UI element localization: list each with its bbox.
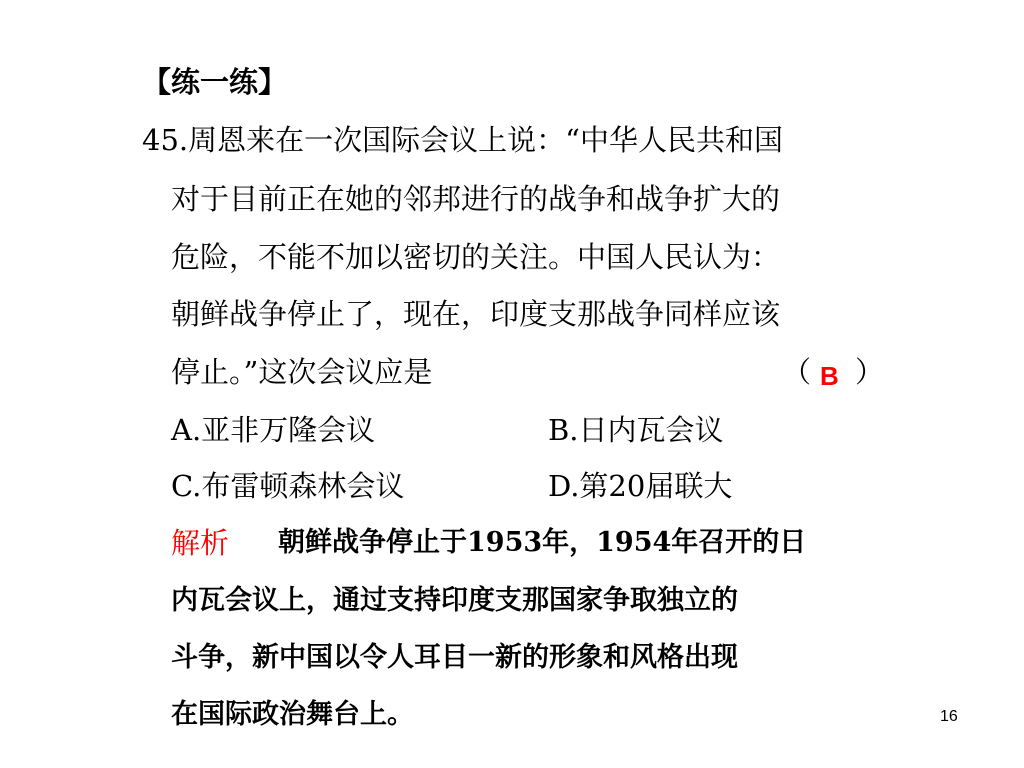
option-d: D.第20届联大 (548, 469, 733, 503)
explanation-line-4: 在国际政治舞台上。 (171, 699, 414, 730)
question-line-3: 危险，不能不加以密切的关注。中国人民认为： (171, 240, 781, 274)
explanation-line-3: 斗争，新中国以令人耳目一新的形象和风格出现 (171, 642, 738, 673)
section-title: 【练一练】 (142, 65, 288, 99)
question-line-5: 停止。”这次会议应是 (171, 355, 433, 389)
explanation-line-1: 朝鲜战争停止于1953年，1954年召开的日 (278, 527, 807, 558)
answer-paren-close: ） (855, 355, 885, 389)
answer-letter: B (820, 361, 839, 391)
question-line-2: 对于目前正在她的邻邦进行的战争和战争扩大的 (171, 182, 781, 216)
question-line-1: 45.周恩来在一次国际会议上说：“中华人民共和国 (142, 123, 783, 157)
explanation-line-2: 内瓦会议上，通过支持印度支那国家争取独立的 (171, 585, 738, 616)
option-a: A.亚非万隆会议 (171, 413, 376, 447)
explanation-label: 解析 (171, 526, 230, 560)
answer-paren-open: （ (782, 355, 812, 389)
option-b: B.日内瓦会议 (548, 413, 724, 447)
option-c: C.布雷顿森林会议 (171, 469, 405, 503)
question-line-4: 朝鲜战争停止了，现在，印度支那战争同样应该 (171, 297, 781, 331)
slide-number: 16 (940, 708, 958, 725)
